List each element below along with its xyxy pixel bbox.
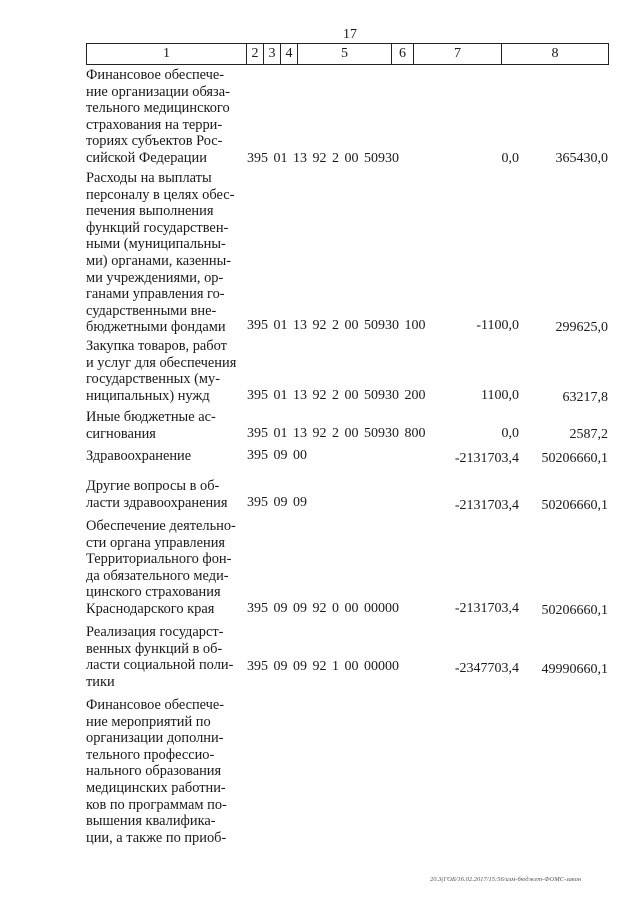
- column-header-8: 8: [502, 44, 609, 65]
- row-codes: 395 09 09: [247, 495, 307, 510]
- row-name: Обеспечение деятельно- сти органа управления Территориального фон- да обязательного меди- цинского страхования Краснодарского края: [86, 518, 236, 617]
- row-codes: 395 09 09 92 1 00 00000: [247, 659, 399, 674]
- row-value-col8: 63217,8: [562, 390, 608, 405]
- row-name: Финансовое обеспече- ние организации обяза- тельного медицинского страхования на терри- ториях субъектов Рос- сийской Федерации: [86, 67, 230, 166]
- row-name: Здравоохранение: [86, 448, 192, 464]
- row-value-col7: 1100,0: [481, 388, 519, 403]
- row-value-col8: 49990660,1: [541, 662, 608, 677]
- column-header-2: 2: [247, 44, 264, 65]
- row-codes: 395 01 13 92 2 00 50930 800: [247, 426, 426, 441]
- row-name: Финансовое обеспече- ние мероприятий по организации дополни- тельного профессио- нального образования медицинских работни- ков по программам по- вышения квалифика- ции, а также по приоб-: [86, 697, 227, 846]
- row-name: Другие вопросы в об- ласти здравоохранения: [86, 478, 228, 511]
- row-value-col7: 0,0: [501, 151, 519, 166]
- row-value-col7: -2131703,4: [454, 451, 519, 466]
- column-header-3: 3: [264, 44, 281, 65]
- column-header-1: 1: [87, 44, 247, 65]
- row-value-col8: 2587,2: [569, 427, 608, 442]
- row-name: Закупка товаров, работ и услуг для обеспечения государственных (му- ниципальных) нужд: [86, 338, 237, 404]
- row-value-col8: 50206660,1: [541, 451, 608, 466]
- row-value-col8: 50206660,1: [541, 603, 608, 618]
- row-value-col7: -2131703,4: [454, 601, 519, 616]
- column-header-5: 5: [298, 44, 392, 65]
- row-value-col8: 365430,0: [555, 151, 608, 166]
- row-name: Расходы на выплаты персоналу в целях обес- печения выполнения функций государствен- ными (муниципальны- ми) органами, казенны- ми учреждениями, ор- ганами управления го- сударственными вне- бюджетными фондами: [86, 170, 235, 336]
- row-name: Реализация государст- венных функций в об- ласти социальной поли- тики: [86, 624, 234, 690]
- row-value-col8: 299625,0: [555, 320, 608, 335]
- row-value-col8: 50206660,1: [541, 498, 608, 513]
- row-value-col7: -2347703,4: [454, 661, 519, 676]
- row-codes: 395 01 13 92 2 00 50930 200: [247, 388, 426, 403]
- column-header-6: 6: [392, 44, 414, 65]
- row-name: Иные бюджетные ас- сигнования: [86, 409, 216, 442]
- row-value-col7: -2131703,4: [454, 498, 519, 513]
- document-footer: 20.3(ГОБ/16.02.2017/15:56/изм-бюджет-ФОМС-закон: [430, 876, 582, 883]
- row-codes: 395 09 00: [247, 448, 307, 463]
- row-value-col7: -1100,0: [476, 318, 519, 333]
- row-value-col7: 0,0: [501, 426, 519, 441]
- row-codes: 395 09 09 92 0 00 00000: [247, 601, 399, 616]
- row-codes: 395 01 13 92 2 00 50930: [247, 151, 399, 166]
- page-number: 17: [343, 27, 357, 42]
- row-codes: 395 01 13 92 2 00 50930 100: [247, 318, 426, 333]
- column-header-7: 7: [414, 44, 502, 65]
- column-header-4: 4: [281, 44, 298, 65]
